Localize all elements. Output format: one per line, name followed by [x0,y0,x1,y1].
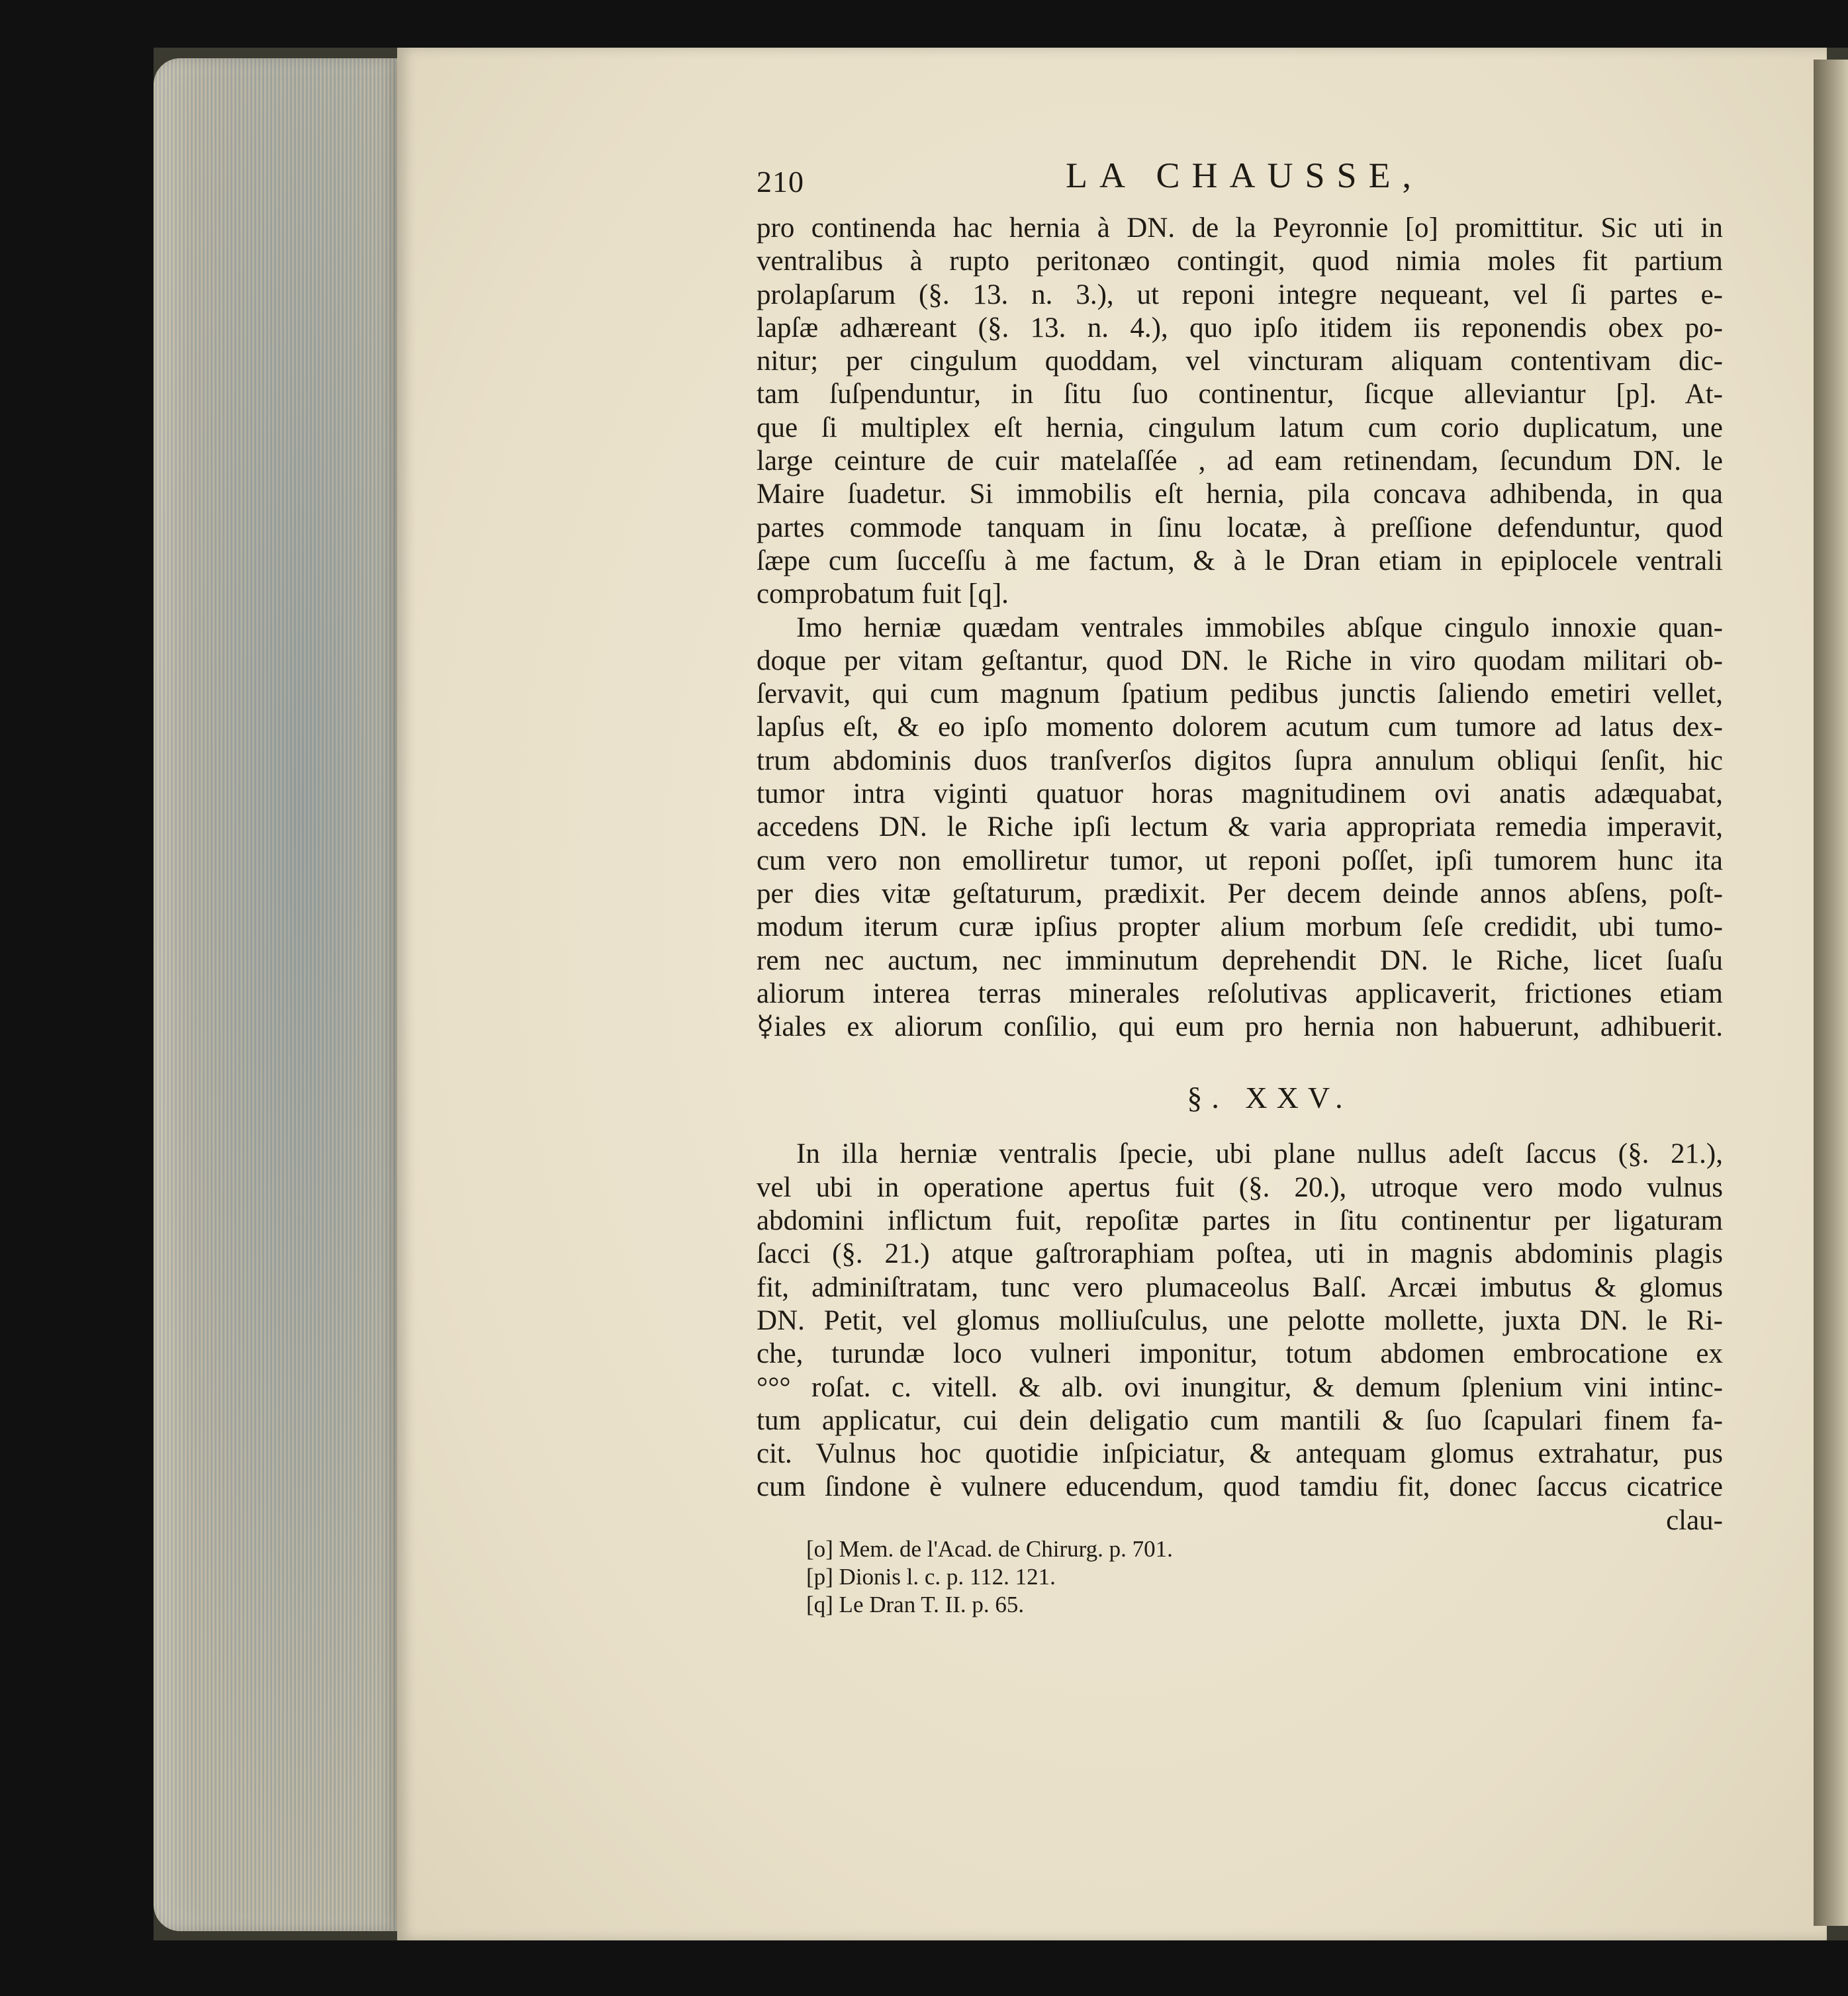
footnote-o: [o] Mem. de l'Acad. de Chirurg. p. 701. [806,1536,1173,1562]
text-line: DN. Petit, vel glomus molliuſculus, une pelotte mollette, juxta DN. le Ri- [757,1304,1723,1336]
text-line: Imo herniæ quædam ventrales immobiles abſque cingulo innoxie quan- [796,612,1723,643]
paragraph-1 [757,212,1723,612]
text-line: modum iterum curæ ipſius propter alium morbum ſeſe credidit, ubi tumo- [757,911,1723,943]
text-line: cum vero non emolliretur tumor, ut reponi poſſet, ipſi tumorem hunc ita [757,844,1723,876]
text-line: ventralibus à rupto peritonæo contingit, quod nimia moles fit partium [757,246,1723,277]
text-line: doque per vitam geſtantur, quod DN. le Riche in viro quodam militari ob- [757,645,1723,676]
spacer [757,1044,1723,1058]
text-line: comprobatum fuit [q]. [757,578,1009,610]
text-line: aliorum interea terras minerales reſolutivas applicaverit, frictiones etiam [757,977,1723,1009]
text-line: abdomini inflictum fuit, repoſitæ partes in ſitu continentur per ligaturam [757,1205,1723,1237]
footnote-p: [p] Dionis l. c. p. 112. 121. [806,1564,1056,1590]
page-number: 210 [757,165,804,199]
text-line: ☿iales ex aliorum conſilio, qui eum pro hernia non habuerunt, adhibuerit. [757,1011,1723,1043]
paragraph-3 [757,1138,1723,1537]
text-line: per dies vitæ geſtaturum, prædixit. Per decem deinde annos abſens, poſt- [757,878,1723,909]
text-line: cit. Vulnus hoc quotidie inſpiciatur, & antequam glomus extrahatur, pus [757,1438,1723,1470]
text-block [757,156,1723,1537]
paragraph-2 [757,612,1723,1044]
text-line: Maire ſuadetur. Si immobilis eſt hernia, pila concava adhibenda, in qua [757,478,1723,510]
footnote-q: [q] Le Dran T. II. p. 65. [806,1592,1025,1617]
text-line: large ceinture de cuir matelaſſée , ad eam retinendam, ſecundum DN. le [757,445,1723,477]
text-line: lapſæ adhæreant (§. 13. n. 4.), quo ipſo itidem iis reponendis obex po- [757,312,1723,343]
text-line: partes commode tanquam in ſinu locatæ, à preſſione defenduntur, quod [757,512,1723,543]
page-header [757,156,1723,212]
text-line: ſacci (§. 21.) atque gaſtroraphiam poſtea, uti in magnis abdominis plagis [757,1238,1723,1270]
text-line: rem nec auctum, nec imminutum deprehendit DN. le Riche, licet ſuaſu [757,944,1723,976]
text-line: °°° roſat. c. vitell. & alb. ovi inungitur, & demum ſplenium vini intinc- [757,1371,1723,1403]
footnotes [806,1535,1173,1619]
text-line: che, turundæ loco vulneri imponitur, totum abdomen embrocatione ex [757,1338,1723,1370]
section-heading: §. XXV. [1187,1081,1352,1115]
text-line: In illa herniæ ventralis ſpecie, ubi plane nullus adeſt ſaccus (§. 21.), [796,1138,1723,1170]
text-line: ſæpe cum ſucceſſu à me factum, & à le Dran etiam in epiplocele ventrali [757,545,1723,576]
page-edges [154,58,398,1931]
text-line: nitur; per cingulum quoddam, vel vincturam aliquam contentivam dic- [757,345,1723,377]
text-line: pro continenda hac hernia à DN. de la Peyronnie [o] promittitur. Sic uti in [757,212,1723,244]
facing-page-edge [1814,60,1848,1926]
catchword: clau- [1666,1504,1723,1536]
text-line: ſervavit, qui cum magnum ſpatium pedibus junctis ſaliendo emetiri vellet, [757,678,1723,710]
text-line: fit, adminiſtratam, tunc vero plumaceolus Balſ. Arcæi imbutus & glomus [757,1271,1723,1303]
text-line: prolapſarum (§. 13. n. 3.), ut reponi integre nequeant, vel ſi partes e- [757,279,1723,310]
text-line: tum applicatur, cui dein deligatio cum mantili & ſuo ſcapulari finem fa- [757,1404,1723,1436]
text-line: tam ſuſpenduntur, in ſitu ſuo continentur, ſicque alleviantur [p]. At- [757,379,1723,410]
text-line: trum abdominis duos tranſverſos digitos ſupra annulum obliqui ſenſit, hic [757,745,1723,776]
text-line: tumor intra viginti quatuor horas magnitudinem ovi anatis adæquabat, [757,778,1723,810]
text-line: vel ubi in operatione apertus fuit (§. 20.), utroque vero modo vulnus [757,1171,1723,1203]
text-line: lapſus eſt, & eo ipſo momento dolorem acutum cum tumore ad latus dex- [757,711,1723,743]
running-head: LA CHAUSSE, [1066,156,1424,195]
text-line: accedens DN. le Riche ipſi lectum & varia appropriata remedia imperavit, [757,811,1723,843]
text-line: cum ſindone è vulnere educendum, quod tamdiu fit, donec ſaccus cicatrice [757,1471,1723,1503]
text-line: que ſi multiplex eſt hernia, cingulum latum cum corio duplicatum, une [757,412,1723,443]
